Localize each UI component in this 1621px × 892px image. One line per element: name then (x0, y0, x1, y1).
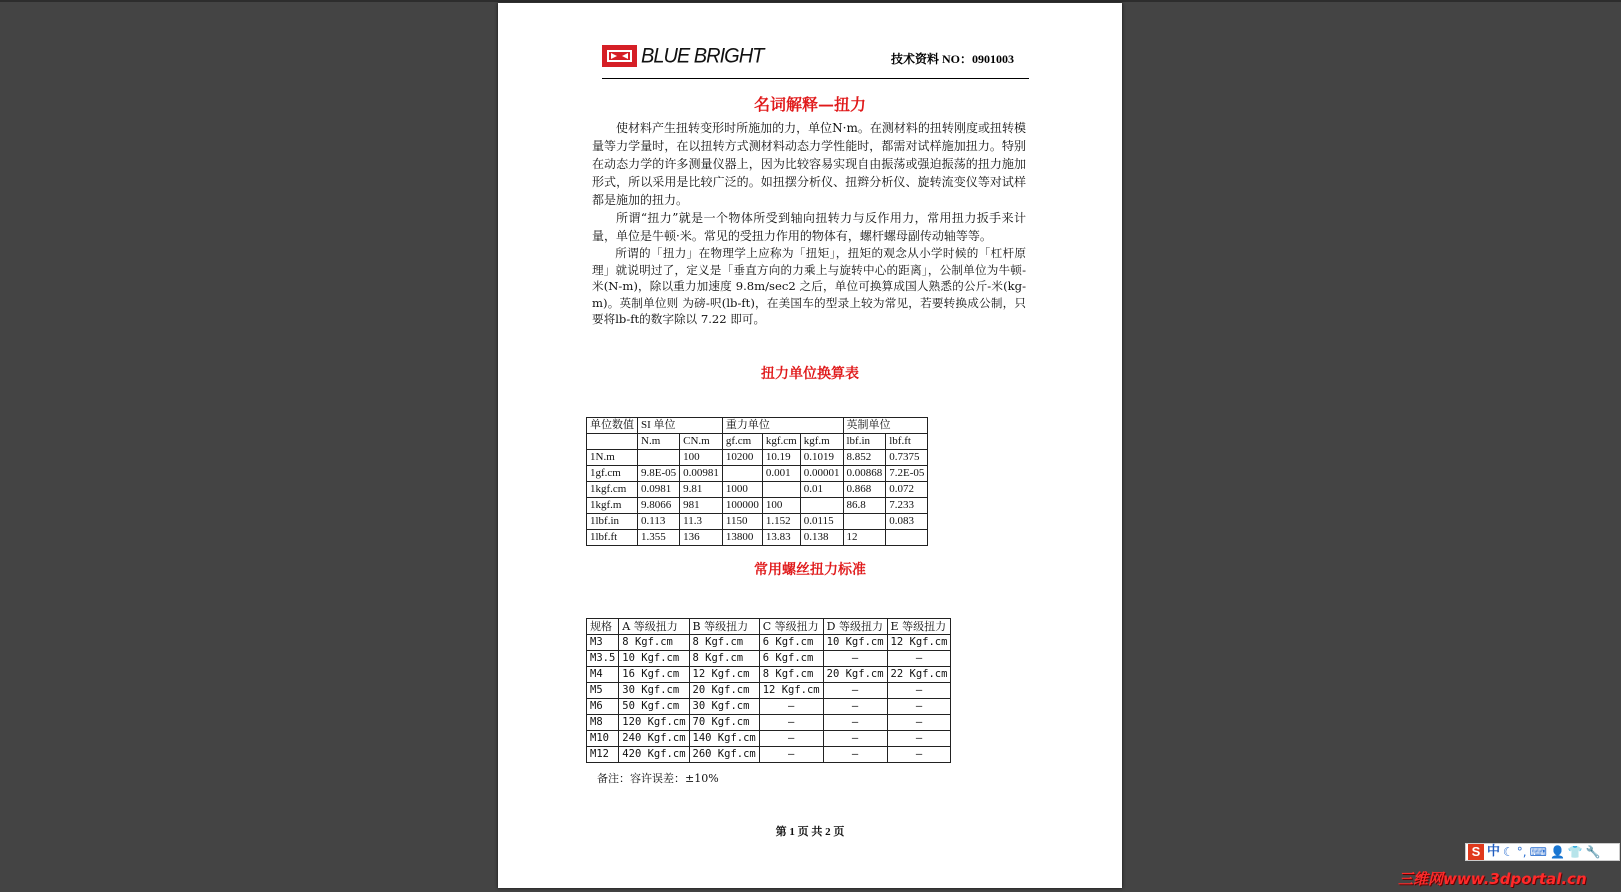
table-cell: — (823, 683, 887, 699)
table-cell: 1kgf.cm (587, 482, 638, 498)
table1-title: 扭力单位换算表 (761, 366, 859, 382)
table-cell: 0.001 (762, 466, 800, 482)
paragraph-2: 所谓“扭力”就是一个物体所受到轴向扭转力与反作用力，常用扭力扳手来计量，单位是牛顿·米。常见的受扭力作用的物体有，螺杆螺母副传动轴等等。 (592, 211, 1026, 243)
tolerance-remark: 备注：容许误差：±10% (597, 772, 719, 785)
table-row (587, 482, 928, 498)
site-watermark: 三维网www.3dportal.cn (1398, 870, 1587, 888)
table-row (587, 466, 928, 482)
table-cell: 10200 (722, 450, 762, 466)
ime-toolbar[interactable] (1465, 843, 1620, 861)
table-cell: 规格 (587, 619, 619, 635)
table-cell: 0.868 (843, 482, 886, 498)
table-cell: 8.852 (843, 450, 886, 466)
table-cell: 16 Kgf.cm (619, 667, 689, 683)
table-cell: 11.3 (680, 514, 723, 530)
table-cell: 13.83 (762, 530, 800, 546)
table-cell: 0.0115 (800, 514, 843, 530)
table-cell: 0.7375 (886, 450, 928, 466)
table-cell: gf.cm (722, 434, 762, 450)
table-row (587, 514, 928, 530)
table-cell: lbf.ft (886, 434, 928, 450)
table-cell: 12 (843, 530, 886, 546)
table-cell: M3.5 (587, 651, 619, 667)
paragraph-1: 使材料产生扭转变形时所施加的力，单位N·m。在测材料的扭转刚度或扭转模量等力学量时，在以扭转方式测材料动态力学性能时，都需对试样施加扭力。特别在动态力学的许多测量仪器上，因为比较容易实现自由振荡或强迫振荡的扭力施加形式，所以采用是比较广泛的。如扭摆分析仪、扭辫分析仪、旋转流变仪等对试样都是施加的扭力。 (592, 121, 1026, 207)
table-cell: 50 Kgf.cm (619, 699, 689, 715)
table-cell (843, 514, 886, 530)
table-cell: 136 (680, 530, 723, 546)
table-cell: 6 Kgf.cm (759, 635, 823, 651)
viewer-top-edge (0, 0, 1621, 2)
table-cell: 1N.m (587, 450, 638, 466)
table-row (587, 635, 951, 651)
table-cell: 140 Kgf.cm (689, 731, 759, 747)
table-cell: 0.0981 (638, 482, 680, 498)
table-cell: 12 Kgf.cm (887, 635, 951, 651)
table-cell: 0.00868 (843, 466, 886, 482)
table-cell: A 等级扭力 (619, 619, 689, 635)
table-cell: SI 单位 (638, 418, 723, 434)
table-cell (762, 482, 800, 498)
table-cell: 单位数值 (587, 418, 638, 434)
page-number: 第 1 页 共 2 页 (775, 826, 845, 838)
torque-unit-conversion-table (586, 417, 928, 546)
table-row (587, 498, 928, 514)
table-cell: 10 Kgf.cm (619, 651, 689, 667)
table-cell: — (759, 731, 823, 747)
ime-logo-icon[interactable]: S (1468, 844, 1484, 860)
table-cell: D 等级扭力 (823, 619, 887, 635)
table-cell: 1kgf.m (587, 498, 638, 514)
moon-icon[interactable]: ☾ (1503, 845, 1514, 859)
table-cell: 8 Kgf.cm (759, 667, 823, 683)
table-cell: 8 Kgf.cm (689, 651, 759, 667)
table-cell: 英制单位 (843, 418, 928, 434)
table-cell: M12 (587, 747, 619, 763)
table-cell: kgf.cm (762, 434, 800, 450)
table-cell: 240 Kgf.cm (619, 731, 689, 747)
table-cell: 100 (762, 498, 800, 514)
table-cell: 13800 (722, 530, 762, 546)
table-cell: 0.072 (886, 482, 928, 498)
ime-language-toggle[interactable]: 中 (1487, 844, 1501, 859)
table-cell: 981 (680, 498, 723, 514)
table-cell: — (759, 715, 823, 731)
table-cell: 70 Kgf.cm (689, 715, 759, 731)
table-cell: 0.00981 (680, 466, 723, 482)
table-cell: 0.01 (800, 482, 843, 498)
shirt-icon[interactable]: 👕 (1567, 845, 1583, 859)
table-row (587, 747, 951, 763)
table2-title: 常用螺丝扭力标准 (754, 562, 866, 578)
table-cell: 8 Kgf.cm (689, 635, 759, 651)
table-cell: B 等级扭力 (689, 619, 759, 635)
table-cell: — (887, 747, 951, 763)
table-cell: N.m (638, 434, 680, 450)
table-cell: 30 Kgf.cm (619, 683, 689, 699)
table-cell: 7.233 (886, 498, 928, 514)
table-cell: — (823, 651, 887, 667)
table-cell: — (887, 699, 951, 715)
table-row (587, 530, 928, 546)
table-cell: — (823, 715, 887, 731)
brand-logo (602, 44, 763, 68)
table-cell: 1lbf.ft (587, 530, 638, 546)
table-cell: 20 Kgf.cm (823, 667, 887, 683)
table-cell: 6 Kgf.cm (759, 651, 823, 667)
table-cell: 1000 (722, 482, 762, 498)
table-row (587, 731, 951, 747)
table-cell: 260 Kgf.cm (689, 747, 759, 763)
table-row (587, 715, 951, 731)
screw-torque-standard-table (586, 618, 951, 763)
table-cell: 1150 (722, 514, 762, 530)
table-cell: 0.083 (886, 514, 928, 530)
table-cell: M8 (587, 715, 619, 731)
table-row (587, 651, 951, 667)
table-cell: 1.355 (638, 530, 680, 546)
table-cell: 8 Kgf.cm (619, 635, 689, 651)
punctuation-icon[interactable]: °, (1516, 845, 1527, 859)
brand-logo-text: BLUE BRIGHT (641, 43, 764, 68)
table-cell: — (887, 683, 951, 699)
table-cell: — (823, 731, 887, 747)
table-cell: 12 Kgf.cm (689, 667, 759, 683)
table-row (587, 667, 951, 683)
table-cell: 22 Kgf.cm (887, 667, 951, 683)
table-cell (886, 530, 928, 546)
document-page (498, 3, 1122, 888)
table-cell: lbf.in (843, 434, 886, 450)
table-row (587, 619, 951, 635)
table-cell: 9.8E-05 (638, 466, 680, 482)
keyboard-icon[interactable]: ⌨ (1529, 845, 1547, 859)
table-cell: — (759, 747, 823, 763)
table-cell: 0.00001 (800, 466, 843, 482)
document-number: 技术资料 NO：0901003 (891, 52, 1015, 66)
table-cell: 重力单位 (722, 418, 843, 434)
table-cell: 12 Kgf.cm (759, 683, 823, 699)
table-cell: 0.113 (638, 514, 680, 530)
brand-mark-icon (602, 45, 637, 67)
table-cell (638, 450, 680, 466)
table-cell: 100 (680, 450, 723, 466)
table-cell: 100000 (722, 498, 762, 514)
table-cell (587, 434, 638, 450)
table-cell: E 等级扭力 (887, 619, 951, 635)
table-row (587, 683, 951, 699)
page-title: 名词解释—扭力 (753, 95, 866, 114)
table-cell: 10.19 (762, 450, 800, 466)
table-cell: 1lbf.in (587, 514, 638, 530)
table-row (587, 434, 928, 450)
table-cell: 9.81 (680, 482, 723, 498)
table-cell: 1.152 (762, 514, 800, 530)
paragraph-3: 所谓的「扭力」在物理学上应称为「扭矩」，扭矩的观念从小学时候的「杠杆原理」就说明过了，定义是「垂直方向的力乘上与旋转中心的距离」，公制单位为牛顿-米(N-m)，除以重力加速度 9.8m/sec2 之后，单位可换算成国人熟悉的公斤-米(kg-m)。英制单位则 为磅-呎(lb-ft)，在美国车的型录上较为常见，若要转换成公制，只要将lb-ft的数字除以 7.22 即可。 (592, 246, 1026, 326)
table-cell: — (887, 715, 951, 731)
table-cell: — (759, 699, 823, 715)
table-cell: — (887, 731, 951, 747)
table-cell: kgf.m (800, 434, 843, 450)
table-cell: 0.1019 (800, 450, 843, 466)
table-cell: CN.m (680, 434, 723, 450)
table-cell: — (823, 747, 887, 763)
table-cell: M6 (587, 699, 619, 715)
wrench-icon[interactable]: 🔧 (1585, 845, 1601, 859)
table-cell: 9.8066 (638, 498, 680, 514)
table-row (587, 418, 928, 434)
table-cell: M3 (587, 635, 619, 651)
table-cell (722, 466, 762, 482)
table-cell: 420 Kgf.cm (619, 747, 689, 763)
table-cell: M10 (587, 731, 619, 747)
header-divider (602, 78, 1029, 79)
table-cell: M5 (587, 683, 619, 699)
body-text (592, 119, 1026, 328)
table-cell: 1gf.cm (587, 466, 638, 482)
table-cell: 86.8 (843, 498, 886, 514)
table-cell: M4 (587, 667, 619, 683)
table-cell: 20 Kgf.cm (689, 683, 759, 699)
table-cell: 10 Kgf.cm (823, 635, 887, 651)
table-cell: — (887, 651, 951, 667)
table-cell: 120 Kgf.cm (619, 715, 689, 731)
table-cell: — (823, 699, 887, 715)
table-cell: 7.2E-05 (886, 466, 928, 482)
table-row (587, 699, 951, 715)
user-icon[interactable]: 👤 (1549, 845, 1565, 859)
table-cell: 0.138 (800, 530, 843, 546)
table-cell: 30 Kgf.cm (689, 699, 759, 715)
table-row (587, 450, 928, 466)
table-cell (800, 498, 843, 514)
table-cell: C 等级扭力 (759, 619, 823, 635)
